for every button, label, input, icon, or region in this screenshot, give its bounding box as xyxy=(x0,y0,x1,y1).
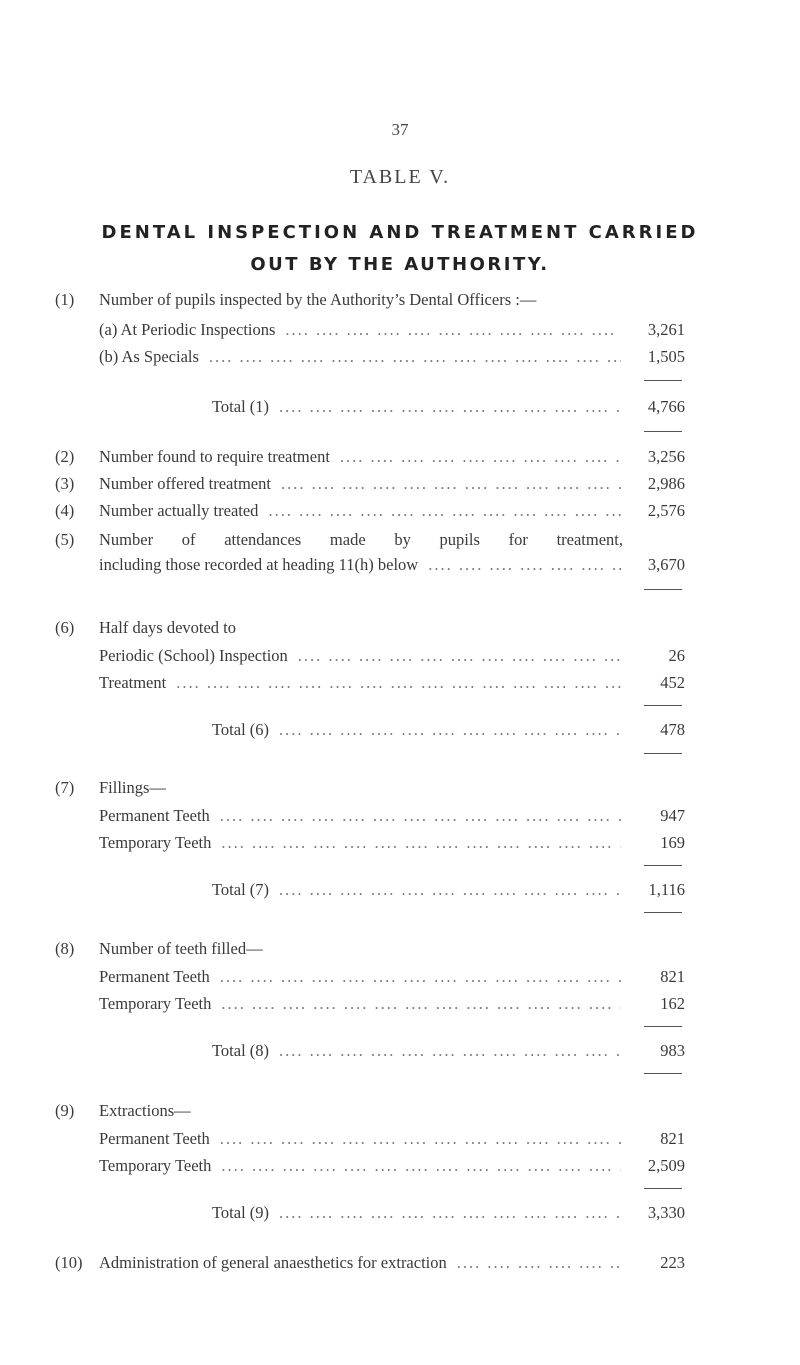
total-rule xyxy=(644,865,682,866)
item-number: (4) xyxy=(55,501,75,520)
total-rule xyxy=(644,431,682,432)
section-1-header xyxy=(55,290,685,316)
item-number: (8) xyxy=(55,939,75,958)
section-7-permanent xyxy=(55,806,685,832)
section-9-total xyxy=(55,1203,685,1229)
total-value: 983 xyxy=(660,1041,685,1060)
leader-dots xyxy=(340,447,621,467)
row-label: Periodic (School) Inspection xyxy=(99,646,288,665)
section-9-header xyxy=(55,1101,685,1127)
item-number: (9) xyxy=(55,1101,75,1120)
item-number: (1) xyxy=(55,290,75,309)
total-label: Total (1) xyxy=(212,397,270,416)
row-value: 3,261 xyxy=(647,320,685,339)
item-number: (6) xyxy=(55,618,75,637)
leader-dots xyxy=(220,1129,621,1149)
leader-dots xyxy=(221,1156,621,1176)
row-value: 223 xyxy=(660,1253,685,1272)
row-value: 2,576 xyxy=(647,501,685,520)
section-1-row-b xyxy=(55,347,685,373)
item-label: Number of pupils inspected by the Authority’s Dental Officers :— xyxy=(99,290,537,309)
row-label: Permanent Teeth xyxy=(99,1129,210,1148)
row-label: Treatment xyxy=(99,673,167,692)
leader-dots xyxy=(221,833,621,853)
leader-dots xyxy=(279,1041,621,1061)
section-8-temporary xyxy=(55,994,685,1020)
row-label: Temporary Teeth xyxy=(99,1156,212,1175)
total-label: Total (7) xyxy=(212,880,270,899)
section-4 xyxy=(55,501,685,527)
section-6-treatment xyxy=(55,673,685,699)
total-rule xyxy=(644,753,682,754)
row-label: including those recorded at heading 11(h) below xyxy=(99,555,419,574)
row-value: 3,670 xyxy=(647,555,685,574)
leader-dots xyxy=(268,501,621,521)
row-label: Permanent Teeth xyxy=(99,967,210,986)
leader-dots xyxy=(281,474,621,494)
leader-dots xyxy=(209,347,621,367)
page-number: 37 xyxy=(391,120,409,139)
item-label: Fillings— xyxy=(99,778,166,797)
leader-dots xyxy=(279,880,621,900)
leader-dots xyxy=(279,1203,621,1223)
total-value: 478 xyxy=(660,720,685,739)
section-3 xyxy=(55,474,685,500)
item-number: (5) xyxy=(55,530,75,549)
section-2 xyxy=(55,447,685,473)
total-label: Total (6) xyxy=(212,720,270,739)
section-8-header xyxy=(55,939,685,965)
section-6-header xyxy=(55,618,685,644)
item-number: (7) xyxy=(55,778,75,797)
item-number: (3) xyxy=(55,474,75,493)
section-7-temporary xyxy=(55,833,685,859)
total-rule xyxy=(644,380,682,381)
row-value: 1,505 xyxy=(647,347,685,366)
total-rule xyxy=(644,1188,682,1189)
section-10 xyxy=(55,1253,685,1279)
row-label: Temporary Teeth xyxy=(99,994,212,1013)
total-rule xyxy=(644,589,682,590)
row-label: Number offered treatment xyxy=(99,474,271,493)
heading-line-1: DENTAL INSPECTION AND TREATMENT CARRIED xyxy=(101,222,699,243)
leader-dots xyxy=(285,320,621,340)
section-8-permanent xyxy=(55,967,685,993)
item-label: Number of teeth filled— xyxy=(99,939,263,958)
row-label: Administration of general anaesthetics for extraction xyxy=(99,1253,447,1272)
row-value: 452 xyxy=(660,673,685,692)
total-rule xyxy=(644,1073,682,1074)
total-rule xyxy=(644,912,682,913)
section-8-total xyxy=(55,1041,685,1067)
heading-line-2: OUT BY THE AUTHORITY. xyxy=(250,254,550,275)
leader-dots xyxy=(457,1253,621,1273)
section-1-total xyxy=(55,397,685,423)
item-number: (2) xyxy=(55,447,75,466)
item-label: Half days devoted to xyxy=(99,618,237,637)
section-5-line-2 xyxy=(55,555,685,581)
section-6-periodic xyxy=(55,646,685,672)
leader-dots xyxy=(298,646,621,666)
total-value: 3,330 xyxy=(647,1203,685,1222)
leader-dots xyxy=(220,806,621,826)
total-rule xyxy=(644,1026,682,1027)
row-label: Permanent Teeth xyxy=(99,806,210,825)
row-value: 821 xyxy=(660,967,685,986)
row-value: 947 xyxy=(660,806,685,825)
total-label: Total (8) xyxy=(212,1041,270,1060)
row-value: 2,986 xyxy=(647,474,685,493)
table-title: TABLE V. xyxy=(349,166,451,188)
leader-dots xyxy=(279,720,621,740)
section-7-total xyxy=(55,880,685,906)
row-label: Number found to require treatment xyxy=(99,447,330,466)
section-9-temporary xyxy=(55,1156,685,1182)
row-label: Number actually treated xyxy=(99,501,259,520)
total-label: Total (9) xyxy=(212,1203,270,1222)
row-value: 2,509 xyxy=(647,1156,685,1175)
total-value: 1,116 xyxy=(648,880,685,899)
leader-dots xyxy=(220,967,621,987)
section-1-row-a xyxy=(55,320,685,346)
section-6-total xyxy=(55,720,685,746)
row-label: (a) At Periodic Inspections xyxy=(99,320,276,339)
section-7-header xyxy=(55,778,685,804)
row-value: 162 xyxy=(660,994,685,1013)
item-label: Extractions— xyxy=(99,1101,191,1120)
row-label: Temporary Teeth xyxy=(99,833,212,852)
leader-dots xyxy=(176,673,621,693)
row-label: Number of attendances made by pupils for treatment, xyxy=(99,530,623,549)
item-number: (10) xyxy=(55,1253,83,1272)
section-5-line-1 xyxy=(55,530,685,556)
total-value: 4,766 xyxy=(647,397,685,416)
row-value: 169 xyxy=(660,833,685,852)
row-label: (b) As Specials xyxy=(99,347,199,366)
row-value: 3,256 xyxy=(647,447,685,466)
row-value: 26 xyxy=(668,646,685,665)
row-value: 821 xyxy=(660,1129,685,1148)
leader-dots xyxy=(221,994,621,1014)
leader-dots xyxy=(279,397,621,417)
total-rule xyxy=(644,705,682,706)
leader-dots xyxy=(428,555,621,575)
section-9-permanent xyxy=(55,1129,685,1155)
